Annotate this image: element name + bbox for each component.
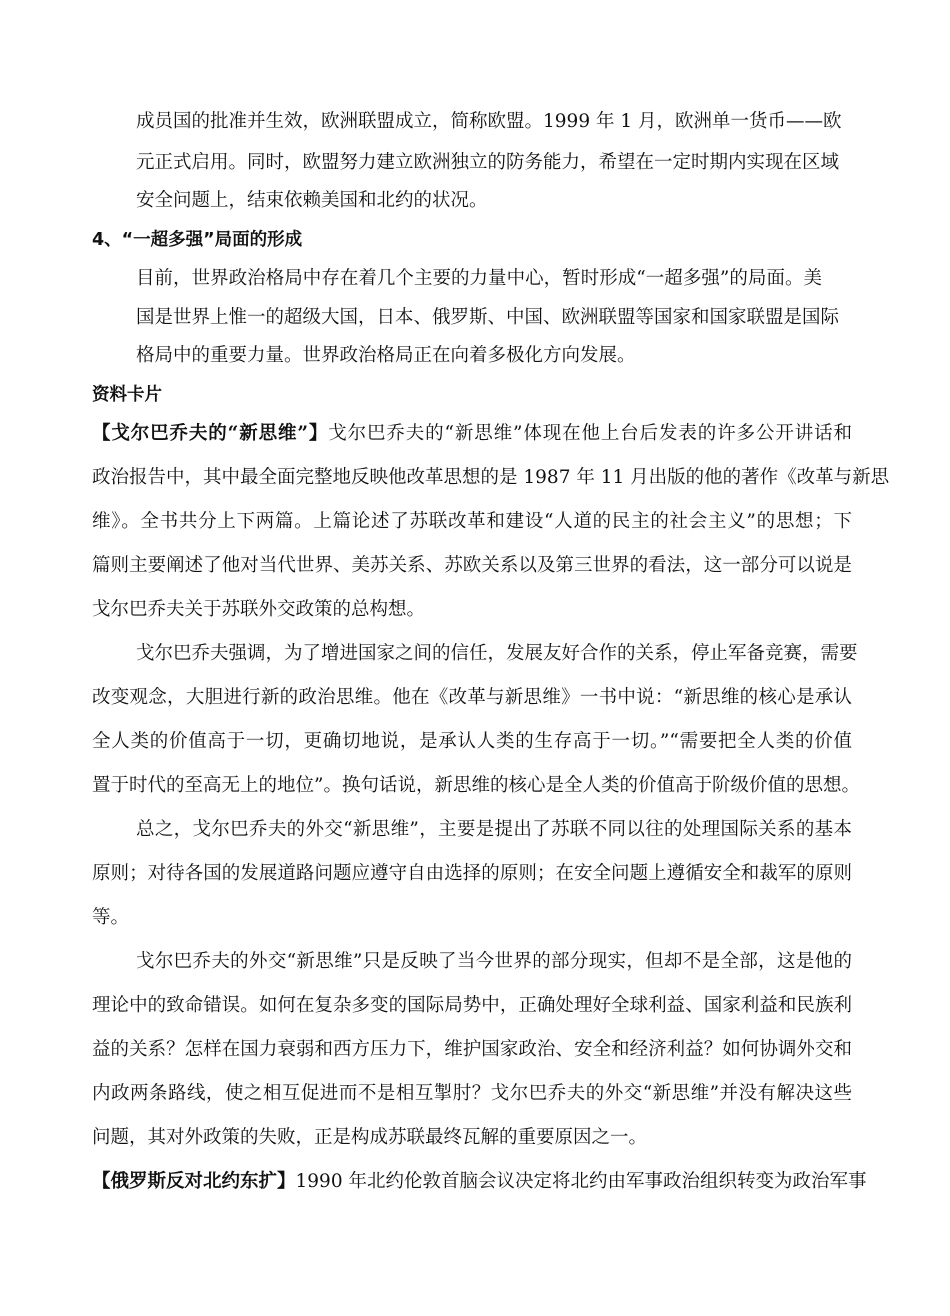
- body-line: 国是世界上惟一的超级大国，日本、俄罗斯、中国、欧洲联盟等国家和国家联盟是国际: [136, 307, 840, 328]
- body-line: 总之，戈尔巴乔夫的外交“新思维”，主要是提出了苏联不同以往的处理国际关系的基本: [136, 819, 852, 840]
- body-line: 戈尔巴乔夫的外交“新思维”只是反映了当今世界的部分现实，但却不是全部，这是他的: [136, 951, 852, 972]
- body-text: 戈尔巴乔夫的“新思维”体现在他上台后发表的许多公开讲话和: [328, 423, 852, 444]
- body-line: 问题，其对外政策的失败，正是构成苏联最终瓦解的重要原因之一。: [92, 1127, 648, 1148]
- paragraph-title: 【俄罗斯反对北约东扩】: [92, 1171, 296, 1192]
- body-line: 内政两条路线，使之相互促进而不是相互掣肘？戈尔巴乔夫的外交“新思维”并没有解决这些: [92, 1083, 852, 1104]
- paragraph-title: 【戈尔巴乔夫的“新思维”】: [92, 423, 329, 444]
- body-line: 戈尔巴乔夫关于苏联外交政策的总构想。: [92, 599, 426, 620]
- body-text: 1990 年北约伦敦首脑会议决定将北约由军事政治组织转变为政治军事: [295, 1171, 867, 1192]
- body-line: 改变观念，大胆进行新的政治思维。他在《改革与新思维》一书中说：“新思维的核心是承认: [92, 687, 852, 708]
- section-heading: 4、“一超多强”局面的形成: [92, 230, 303, 250]
- card-heading: 资料卡片: [92, 385, 162, 405]
- body-line: 益的关系？怎样在国力衰弱和西方压力下，维护国家政治、安全和经济利益？如何协调外交和: [92, 1039, 852, 1060]
- body-line: 篇则主要阐述了他对当代世界、美苏关系、苏欧关系以及第三世界的看法，这一部分可以说是: [92, 555, 852, 576]
- body-line: 戈尔巴乔夫强调，为了增进国家之间的信任，发展友好合作的关系，停止军备竞赛，需要: [136, 643, 858, 664]
- body-line: 理论中的致命错误。如何在复杂多变的国际局势中，正确处理好全球利益、国家利益和民族利: [92, 995, 852, 1016]
- paragraph-first-line: [92, 423, 852, 445]
- body-line: 目前，世界政治格局中存在着几个主要的力量中心，暂时形成“一超多强”的局面。美: [136, 268, 822, 289]
- body-line: 全人类的价值高于一切，更确切地说，是承认人类的生存高于一切。”“需要把全人类的价值: [92, 731, 852, 752]
- body-line: 置于时代的至高无上的地位”。换句话说，新思维的核心是全人类的价值高于阶级价值的思想。: [92, 775, 860, 796]
- body-line: 等。: [92, 907, 130, 928]
- body-line: 政治报告中，其中最全面完整地反映他改革思想的是 1987 年 11 月出版的他的著作《改革与新思: [92, 467, 890, 488]
- body-line: 维》。全书共分上下两篇。上篇论述了苏联改革和建设“人道的民主的社会主义”的思想；下: [92, 511, 852, 532]
- body-line: 元正式启用。同时，欧盟努力建立欧洲独立的防务能力，希望在一定时期内实现在区域: [136, 152, 840, 173]
- body-line: 格局中的重要力量。世界政治格局正在向着多极化方向发展。: [136, 345, 636, 366]
- body-line: 安全问题上，结束依赖美国和北约的状况。: [136, 190, 488, 211]
- body-line: 原则；对待各国的发展道路问题应遵守自由选择的原则；在安全问题上遵循安全和裁军的原则: [92, 863, 852, 884]
- body-line: 成员国的批准并生效，欧洲联盟成立，简称欧盟。1999 年 1 月，欧洲单一货币——欧: [136, 111, 842, 132]
- paragraph-first-line: [92, 1171, 867, 1193]
